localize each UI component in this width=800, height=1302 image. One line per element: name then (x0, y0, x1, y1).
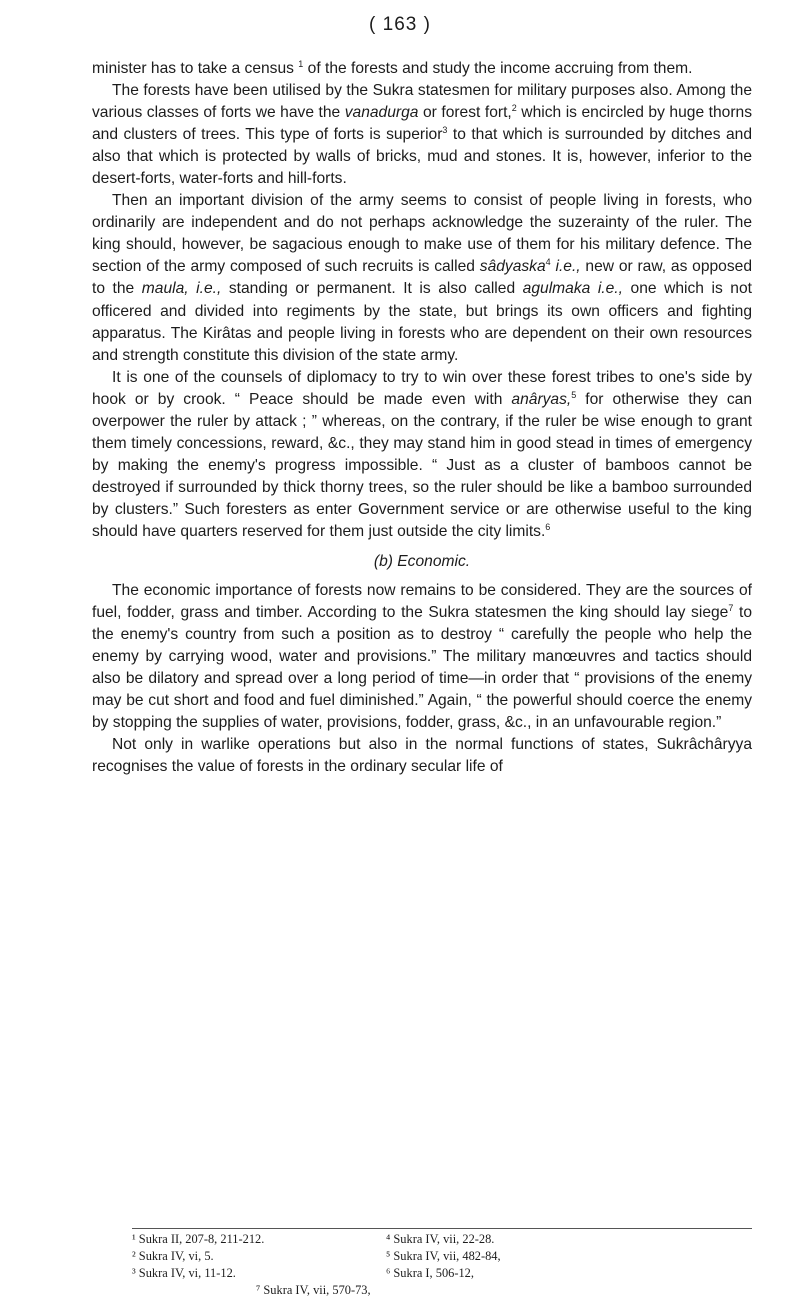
italic-term: i.e., (196, 280, 222, 298)
footnote-ref[interactable]: 3 (442, 125, 448, 136)
footnote-ref[interactable]: 5 (571, 389, 577, 400)
italic-term: i.e., (555, 258, 581, 276)
footnote-ref[interactable]: 2 (511, 103, 517, 114)
footnote-ref[interactable]: 6 (545, 521, 551, 532)
footnote-ref[interactable]: 1 (298, 59, 304, 69)
paragraph: Then an important division of the army seems to consist of people living in forests, who ordinarily are independent and do not perhaps acknowledge the suzerainty of the ruler. The king should, however, be sagacious enough to make use of them for his military defence. The section of the army composed of such recruits is called sâdyaska$^4$ i.e., new or raw, as opposed to the maula, i.e., standing or permanent. It is also called agulmaka i.e., one which is not officered and divided into regiments by the state, but brings its own officers and fighting apparatus. The Kirâtas and people living in forests who are dependent on their own resources and strength constitute this division of the state army. (92, 192, 752, 364)
footnote-2: ² Sukra IV, vi, 5. (132, 1249, 214, 1263)
italic-term: anâryas, (511, 390, 572, 408)
footnote-3: ³ Sukra IV, vi, 11-12. (132, 1266, 236, 1280)
paragraph: minister has to take a census $^1$ of the forests and study the income accruing from them. (92, 59, 693, 77)
paragraph: It is one of the counsels of diplomacy to try to win over these forest tribes to one's side by hook or by crook. “ Peace should be made even with anâryas,$^5$ for otherwise they can overpower the ruler by attack ; ” whereas, on the contrary, if the ruler be wise enough to grant them timely concessions, reward, &c., they may stand him in good stead in times of emergency by making the enemy's progress impossible. “ Just as a cluster of bamboos cannot be destroyed if surrounded by thick thorny trees, so the ruler should be like a bamboo surrounded by clusters.” Such foresters as enter Government service or are otherwise useful to the king should have quarters reserved for them just outside the city limits.$^6$ (92, 368, 752, 540)
footnote-4: ⁴ Sukra IV, vii, 22-28. (386, 1232, 495, 1246)
footnote-ref[interactable]: 7 (728, 603, 734, 614)
body-text (92, 58, 752, 779)
italic-term: agulmaka i.e., (522, 280, 623, 298)
footnote-divider (132, 1228, 752, 1229)
page-number: ( 163 ) (369, 14, 431, 35)
italic-term: maula, (141, 280, 189, 298)
italic-term: vanadurga (344, 104, 419, 122)
footnote-ref[interactable]: 4 (545, 257, 551, 268)
footnote-5: ⁵ Sukra IV, vii, 482-84, (386, 1249, 501, 1263)
footnotes (132, 1231, 772, 1299)
italic-term: sâdyaska (479, 258, 546, 276)
paragraph: The economic importance of forests now remains to be considered. They are the sources of fuel, fodder, grass and timber. According to the Sukra statesmen the king should lay siege$^7$ to the enemy's country from such a position as to destroy “ carefully the people who help the enemy by carrying wood, water and provisions.” The military manœuvres and tactics should also be dilatory and spread over a long period of time—in order that “ provisions of the enemy may be cut short and food and fuel diminished.” Again, “ the powerful should coerce the enemy by stopping the supplies of water, provisions, fodder, grass, &c., in an unfavourable region.” (92, 582, 753, 732)
paragraph: The forests have been utilised by the Sukra statesmen for military purposes also. Among the various classes of forts we have the vanadurga or forest fort,$^2$ which is encircled by huge thorns and clusters of trees. This type of forts is superior$^3$ to that which is surrounded by ditches and also that which is protected by walls of bricks, mud and stones. It is, however, inferior to the desert-forts, water-forts and hill-forts. (92, 82, 752, 188)
footnote-7: ⁷ Sukra IV, vii, 570-73, (256, 1283, 371, 1297)
footnote-6: ⁶ Sukra I, 506-12, (386, 1266, 474, 1280)
paragraph: Not only in warlike operations but also in the normal functions of states, Sukrâchâryya recognises the value of forests in the ordinary secular life of (92, 736, 752, 776)
footnote-1: ¹ Sukra II, 207-8, 211-212. (132, 1232, 265, 1246)
section-heading: (b) Economic. (373, 553, 471, 571)
